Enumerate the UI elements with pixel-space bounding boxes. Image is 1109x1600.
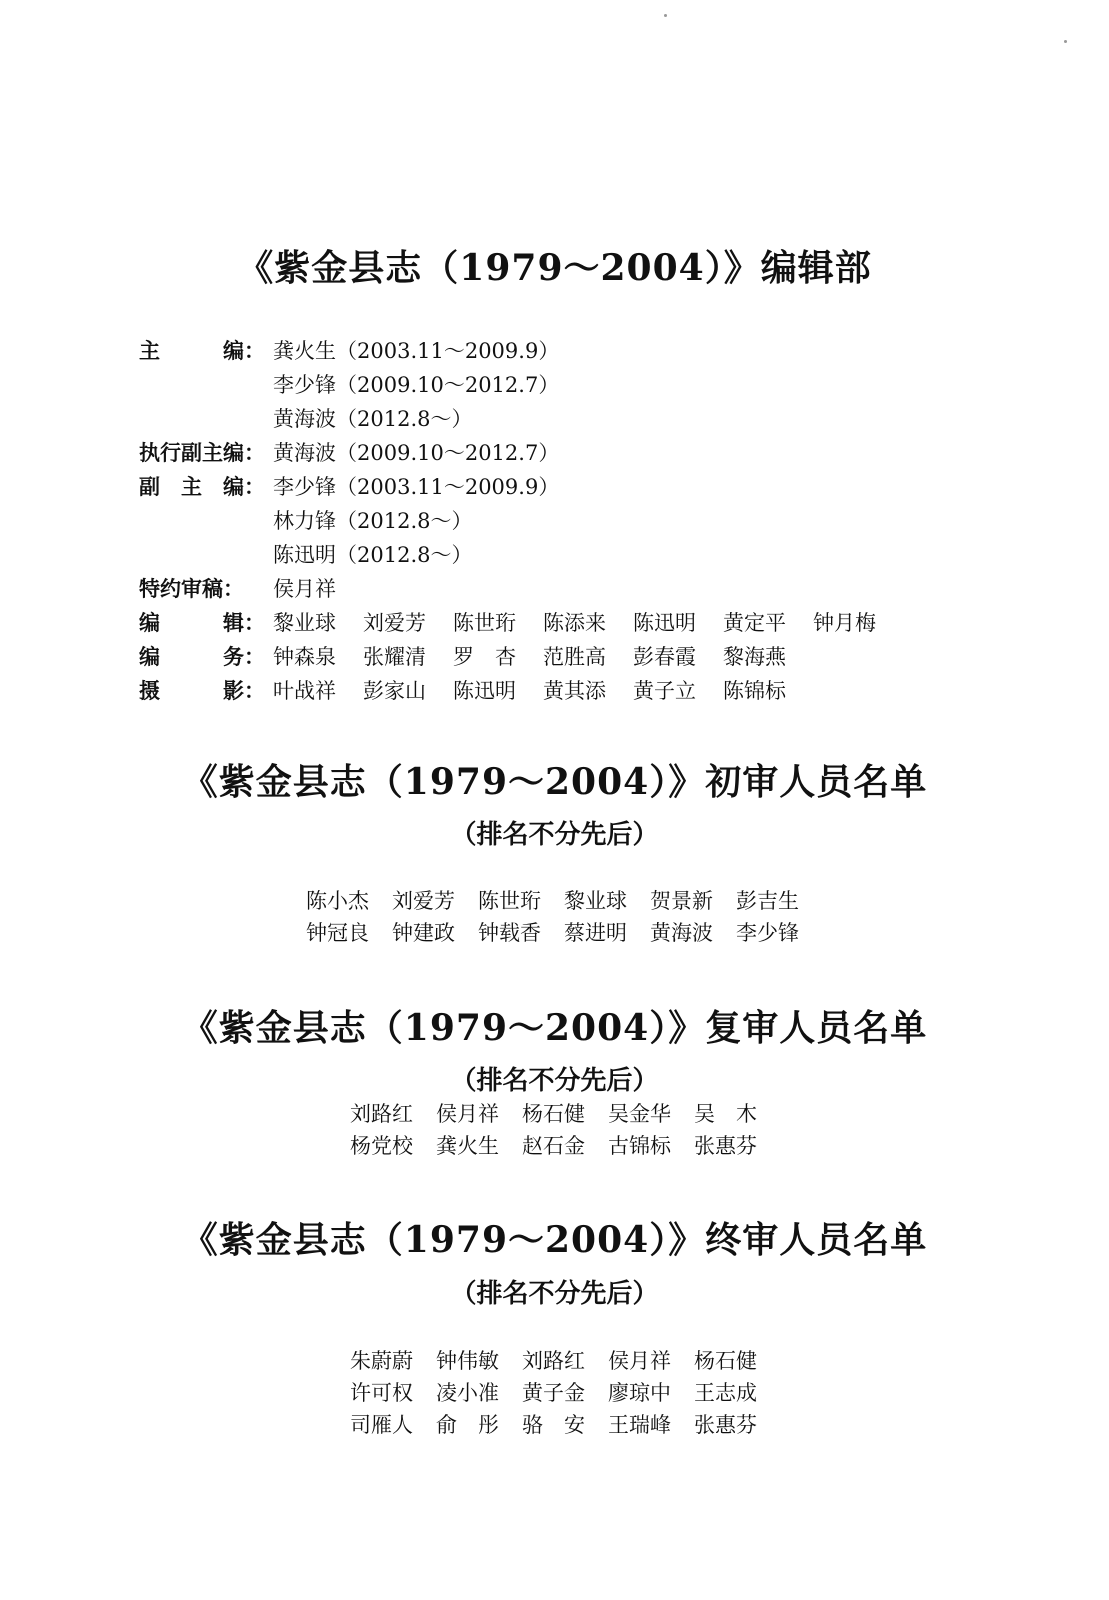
editorial-row — [139, 572, 1039, 606]
reviewer-name: 钟冠良 — [306, 921, 369, 945]
reviewer-name: 刘路红 — [522, 1349, 585, 1373]
reviewer-name: 蔡进明 — [564, 921, 627, 945]
reviewer-name: 吴 木 — [694, 1102, 757, 1126]
editorial-name: 李少锋（2003.11～2009.9） — [273, 475, 560, 499]
initial-review-names — [306, 885, 822, 949]
editorial-name: 黄子立 — [633, 679, 696, 703]
name-row — [350, 1409, 780, 1441]
editorial-name: 黄其添 — [543, 679, 606, 703]
reviewer-name: 赵石金 — [522, 1134, 585, 1158]
editorial-row — [139, 470, 1039, 504]
name-row — [350, 1130, 780, 1162]
reviewer-name: 古锦标 — [608, 1134, 671, 1158]
editorial-role: 摄 影： — [139, 678, 265, 703]
editorial-names — [273, 368, 559, 402]
final-review-names — [350, 1345, 780, 1441]
editorial-name: 陈添来 — [543, 611, 606, 635]
reviewer-name: 钟建政 — [392, 921, 455, 945]
reviewer-name: 俞 彤 — [436, 1413, 499, 1437]
editorial-name: 陈迅明 — [453, 679, 516, 703]
editorial-name: 林力锋（2012.8～） — [273, 509, 473, 533]
editorial-name: 钟月梅 — [813, 611, 876, 635]
reviewer-name: 杨党校 — [350, 1134, 413, 1158]
reviewer-name: 吴金华 — [608, 1102, 671, 1126]
editorial-row — [139, 640, 1039, 674]
editorial-name: 龚火生（2003.11～2009.9） — [273, 339, 560, 363]
editorial-row — [139, 606, 1039, 640]
reviewer-name: 朱蔚蔚 — [350, 1349, 413, 1373]
reviewer-name: 廖琼中 — [608, 1381, 671, 1405]
reviewer-name: 贺景新 — [650, 889, 713, 913]
editorial-name: 陈世珩 — [453, 611, 516, 635]
reviewer-name: 侯月祥 — [608, 1349, 671, 1373]
editorial-name: 叶战祥 — [273, 679, 336, 703]
editorial-name: 黄海波（2009.10～2012.7） — [273, 441, 560, 465]
reviewer-name: 司雁人 — [350, 1413, 413, 1437]
reviewer-name: 黄海波 — [650, 921, 713, 945]
final-review-title: 《紫金县志（1979～2004）》终审人员名单 — [181, 1219, 928, 1261]
editorial-names — [273, 470, 559, 504]
reviewer-name: 陈小杰 — [306, 889, 369, 913]
reviewer-name: 凌小准 — [436, 1381, 499, 1405]
reviewer-name: 王志成 — [694, 1381, 757, 1405]
editorial-names — [273, 402, 472, 436]
editorial-name: 张耀清 — [363, 645, 426, 669]
editorial-row — [139, 402, 1039, 436]
editorial-row — [139, 368, 1039, 402]
editorial-name: 黄定平 — [723, 611, 786, 635]
scan-speck — [664, 14, 667, 17]
reviewer-name: 侯月祥 — [436, 1102, 499, 1126]
name-row — [306, 885, 822, 917]
reviewer-name: 彭吉生 — [736, 889, 799, 913]
reviewer-name: 杨石健 — [694, 1349, 757, 1373]
editorial-names — [273, 572, 336, 606]
editorial-role: 主 编： — [139, 338, 265, 363]
editorial-name: 侯月祥 — [273, 577, 336, 601]
editorial-names — [273, 674, 813, 708]
editorial-row — [139, 436, 1039, 470]
editorial-name: 钟森泉 — [273, 645, 336, 669]
reviewer-name: 张惠芬 — [694, 1134, 757, 1158]
reviewer-name: 骆 安 — [522, 1413, 585, 1437]
reviewer-name: 张惠芬 — [694, 1413, 757, 1437]
editorial-row — [139, 334, 1039, 368]
editorial-name: 陈迅明（2012.8～） — [273, 543, 473, 567]
reviewer-name: 刘爱芳 — [392, 889, 455, 913]
editorial-role: 副 主 编： — [139, 474, 265, 499]
editorial-name: 彭家山 — [363, 679, 426, 703]
reviewer-name: 钟伟敏 — [436, 1349, 499, 1373]
editorial-names — [273, 538, 472, 572]
editorial-row — [139, 674, 1039, 708]
editorial-names — [273, 606, 903, 640]
editorial-name: 黄海波（2012.8～） — [273, 407, 473, 431]
editorial-name: 范胜高 — [543, 645, 606, 669]
name-row — [350, 1345, 780, 1377]
name-row — [350, 1098, 780, 1130]
editorial-names — [273, 334, 559, 368]
editorial-row — [139, 538, 1039, 572]
editorial-role: 编 务： — [139, 644, 265, 669]
final-review-subtitle: （排名不分先后） — [450, 1279, 659, 1309]
reviewer-name: 王瑞峰 — [608, 1413, 671, 1437]
editorial-role: 执行副主编： — [139, 440, 265, 465]
reviewer-name: 刘路红 — [350, 1102, 413, 1126]
second-review-title: 《紫金县志（1979～2004）》复审人员名单 — [181, 1007, 928, 1049]
initial-review-subtitle: （排名不分先后） — [450, 820, 659, 850]
editorial-board — [139, 334, 1039, 708]
name-row — [306, 917, 822, 949]
editorial-title: 《紫金县志（1979～2004）》编辑部 — [237, 247, 872, 289]
editorial-name: 黎业球 — [273, 611, 336, 635]
reviewer-name: 陈世珩 — [478, 889, 541, 913]
editorial-name: 黎海燕 — [723, 645, 786, 669]
reviewer-name: 李少锋 — [736, 921, 799, 945]
initial-review-title: 《紫金县志（1979～2004）》初审人员名单 — [181, 761, 928, 803]
editorial-name: 李少锋（2009.10～2012.7） — [273, 373, 560, 397]
editorial-names — [273, 640, 813, 674]
reviewer-name: 黄子金 — [522, 1381, 585, 1405]
reviewer-name: 龚火生 — [436, 1134, 499, 1158]
editorial-name: 刘爱芳 — [363, 611, 426, 635]
editorial-name: 彭春霞 — [633, 645, 696, 669]
editorial-row — [139, 504, 1039, 538]
reviewer-name: 许可权 — [350, 1381, 413, 1405]
reviewer-name: 杨石健 — [522, 1102, 585, 1126]
reviewer-name: 黎业球 — [564, 889, 627, 913]
editorial-name: 罗 杏 — [453, 645, 516, 669]
reviewer-name: 钟载香 — [478, 921, 541, 945]
editorial-name: 陈锦标 — [723, 679, 786, 703]
editorial-role: 特约审稿： — [139, 576, 244, 601]
editorial-name: 陈迅明 — [633, 611, 696, 635]
editorial-role: 编 辑： — [139, 610, 265, 635]
scan-speck — [1064, 40, 1067, 43]
name-row — [350, 1377, 780, 1409]
second-review-subtitle: （排名不分先后） — [450, 1066, 659, 1096]
editorial-names — [273, 436, 559, 470]
second-review-names — [350, 1098, 780, 1162]
editorial-names — [273, 504, 472, 538]
